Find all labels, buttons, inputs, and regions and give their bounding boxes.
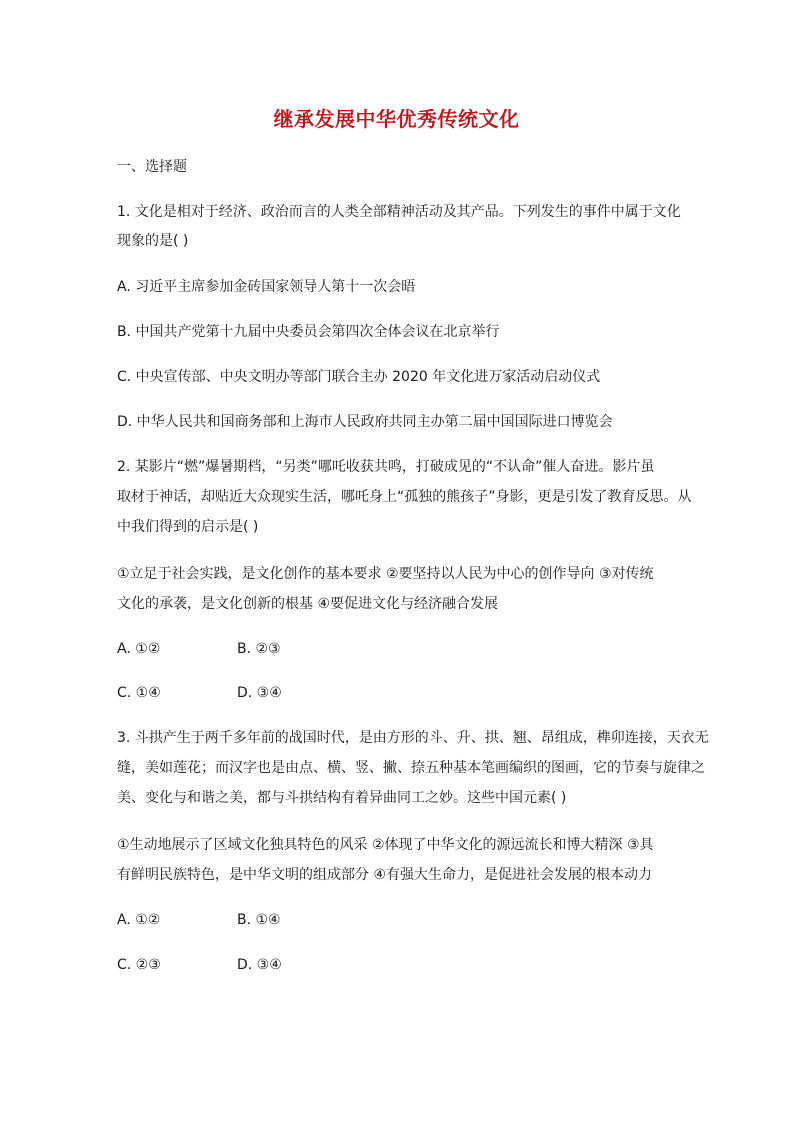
q2-stem-line3: 中我们得到的启示是( ) [117, 519, 259, 535]
q1-option-d: D. 中华人民共和国商务部和上海市人民政府共同主办第二届中国国际进口博览会 [117, 414, 613, 430]
q3-statement-line1: ①生动地展示了区域文化独具特色的风采 ②体现了中华文化的源远流长和博大精深 ③具 [117, 837, 654, 853]
q2-option-d: D. ③④ [237, 685, 282, 701]
q2-stem-line2: 取材于神话，却贴近大众现实生活，哪吒身上“孤独的熊孩子”身影，更是引发了教育反思。从 [117, 489, 692, 505]
q2-stem-line1: 2. 某影片“燃”爆暑期档，“另类”哪吒收获共鸣，打破成见的“不认命”催人奋进。影片虽 [117, 459, 655, 475]
q1-option-b: B. 中国共产党第十九届中央委员会第四次全体会议在北京举行 [117, 324, 500, 340]
q1-option-c: C. 中央宣传部、中央文明办等部门联合主办 2020 年文化进万家活动启动仪式 [117, 369, 601, 385]
q1-stem-line2: 现象的是( ) [117, 233, 189, 249]
q2-option-c: C. ①④ [117, 685, 161, 701]
q3-option-c: C. ②③ [117, 957, 161, 973]
q2-statement-line1: ①立足于社会实践，是文化创作的基本要求 ②要坚持以人民为中心的创作导向 ③对传统 [117, 566, 654, 582]
q3-stem-line3: 美、变化与和谐之美，都与斗拱结构有着异曲同工之妙。这些中国元素( ) [117, 790, 567, 806]
q3-stem-line2: 缝，美如莲花；而汉字也是由点、横、竖、撇、捺五种基本笔画编织的图画，它的节奏与旋律之 [117, 760, 705, 776]
document-title: 继承发展中华优秀传统文化 [273, 107, 520, 131]
q1-stem-line1: 1. 文化是相对于经济、政治而言的人类全部精神活动及其产品。下列发生的事件中属于文化 [117, 204, 681, 220]
q1-option-a: A. 习近平主席参加金砖国家领导人第十一次会晤 [117, 279, 416, 295]
q3-statement-line2: 有鲜明民族特色，是中华文明的组成部分 ④有强大生命力，是促进社会发展的根本动力 [117, 867, 652, 883]
section-heading: 一、选择题 [117, 159, 187, 175]
q2-option-b: B. ②③ [237, 641, 281, 657]
q2-statement-line2: 文化的承袭，是文化创新的根基 ④要促进文化与经济融合发展 [117, 596, 498, 612]
q3-stem-line1: 3. 斗拱产生于两千多年前的战国时代，是由方形的斗、升、拱、翘、昂组成，榫卯连接，天衣无 [117, 730, 709, 746]
q3-option-a: A. ①② [117, 912, 161, 928]
q2-option-a: A. ①② [117, 641, 161, 657]
q3-option-b: B. ①④ [237, 912, 281, 928]
q3-option-d: D. ③④ [237, 957, 282, 973]
